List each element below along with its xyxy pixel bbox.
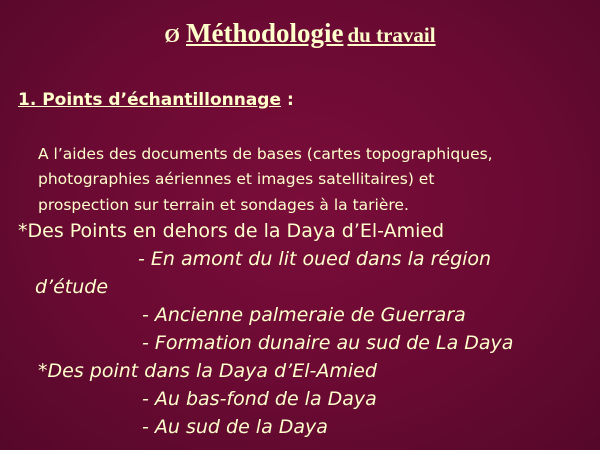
group2-item1: - Au bas-fond de la Daya — [142, 388, 377, 410]
intro-line-3: prospection sur terrain et sondages à la tarière. — [38, 196, 409, 214]
group2-item2: - Au sud de la Daya — [142, 416, 328, 438]
group1-heading: *Des Points en dehors de la Daya d’El-Amied — [18, 220, 445, 242]
group1-item3: - Formation dunaire au sud de La Daya — [142, 332, 514, 354]
group1-item1-line2: d’étude — [35, 276, 109, 298]
slide-title — [0, 18, 600, 49]
intro-line-2: photographies aériennes et images satellitaires) et — [38, 170, 435, 188]
section-heading-colon: : — [286, 90, 294, 110]
section-heading-label: 1. Points d’échantillonnage — [18, 90, 282, 110]
title-rest: du travail — [347, 23, 436, 47]
group1-item2: - Ancienne palmeraie de Guerrara — [142, 304, 466, 326]
title-main: Méthodologie — [185, 18, 344, 48]
intro-line-1: A l’aides des documents de bases (cartes topographiques, — [38, 145, 493, 163]
group1-item1-line1: - En amont du lit oued dans la région — [138, 248, 492, 270]
arrow-bullet-icon: Ø — [164, 25, 180, 47]
group2-heading: *Des point dans la Daya d’El-Amied — [38, 360, 377, 382]
section-heading — [18, 90, 294, 110]
